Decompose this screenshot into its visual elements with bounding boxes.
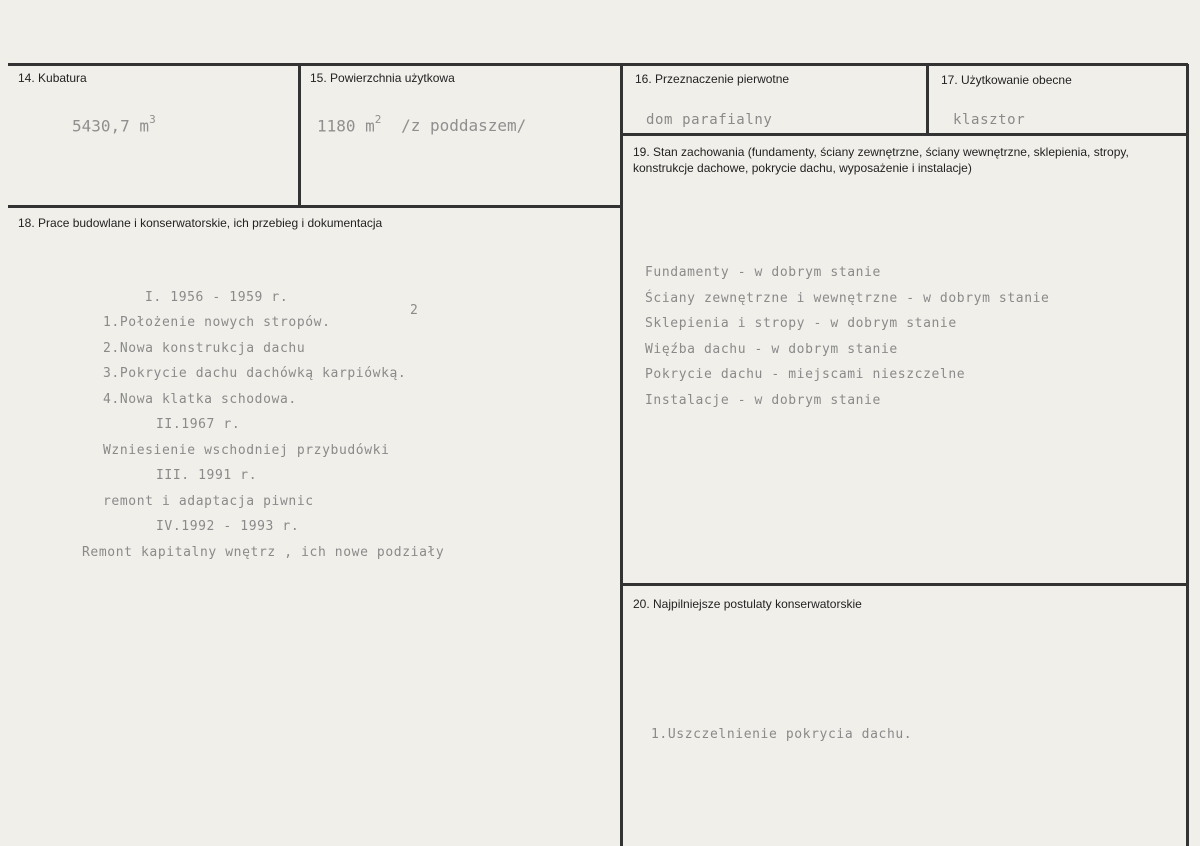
field-18-line: I. 1956 - 1959 r. <box>145 290 289 305</box>
field-16-label: 16. Przeznaczenie pierwotne <box>635 72 790 86</box>
field-20-label: 20. Najpilniejsze postulaty konserwatorskie <box>633 597 862 611</box>
field-19-line: Fundamenty - w dobrym stanie <box>645 265 881 280</box>
field-18-line: 1.Położenie nowych stropów. <box>103 315 331 330</box>
field-18-line: remont i adaptacja piwnic <box>103 494 314 509</box>
field-17-label: 17. Użytkowanie obecne <box>941 73 1072 87</box>
field-14-value-exponent: 3 <box>149 113 156 126</box>
field-17-value: klasztor <box>953 112 1026 128</box>
field-15-value <box>317 115 526 135</box>
line-under-19 <box>621 583 1188 586</box>
field-19-line: Więźba dachu - w dobrym stanie <box>645 342 898 357</box>
field-14-value <box>72 115 156 135</box>
divider-14-15 <box>298 64 301 206</box>
field-19-label: 19. Stan zachowania (fundamenty, ściany zewnętrzne, ściany wewnętrzne, sklepienia, stropy, konstrukcje dachowe, pokrycie dachu, wyposażenie i instalacje) <box>633 145 1129 175</box>
right-border-line <box>1186 64 1189 846</box>
divider-16-17 <box>926 64 929 134</box>
field-16-value: dom parafialny <box>646 112 773 128</box>
field-15-value-exponent: 2 <box>374 113 382 126</box>
field-18-label: 18. Prace budowlane i konserwatorskie, ich przebieg i dokumentacja <box>18 216 383 230</box>
field-18-line: Wzniesienie wschodniej przybudówki <box>103 443 390 458</box>
field-20-line: 1.Uszczelnienie pokrycia dachu. <box>651 727 913 742</box>
line-under-16-17 <box>621 133 1188 136</box>
field-19-line: Instalacje - w dobrym stanie <box>645 393 881 408</box>
field-18-line: IV.1992 - 1993 r. <box>156 519 300 534</box>
field-18-line: Remont kapitalny wnętrz , ich nowe podziały <box>82 545 445 560</box>
field-14-label: 14. Kubatura <box>18 71 87 85</box>
field-18-line: II.1967 r. <box>156 417 241 432</box>
field-14-value-text: 5430,7 m <box>72 116 150 136</box>
top-border-line <box>8 63 1188 66</box>
field-19-line: Sklepienia i stropy - w dobrym stanie <box>645 316 957 331</box>
field-18-line: 4.Nowa klatka schodowa. <box>103 392 297 407</box>
field-18-line: 3.Pokrycie dachu dachówką karpiówką. <box>103 366 407 381</box>
line-under-14-15 <box>8 205 622 208</box>
field-19-line: Ściany zewnętrzne i wewnętrzne - w dobrym stanie <box>645 291 1050 306</box>
divider-15-left-column <box>620 64 623 846</box>
field-15-value-text: 1180 m <box>317 116 375 136</box>
field-19-line: Pokrycie dachu - miejscami nieszczelne <box>645 367 966 382</box>
field-18-mark: 2 <box>410 303 418 318</box>
field-15-value-suffix: /z poddaszem/ <box>401 116 527 136</box>
field-18-line: 2.Nowa konstrukcja dachu <box>103 341 306 356</box>
field-15-label: 15. Powierzchnia użytkowa <box>310 71 455 85</box>
field-18-line: III. 1991 r. <box>156 468 258 483</box>
